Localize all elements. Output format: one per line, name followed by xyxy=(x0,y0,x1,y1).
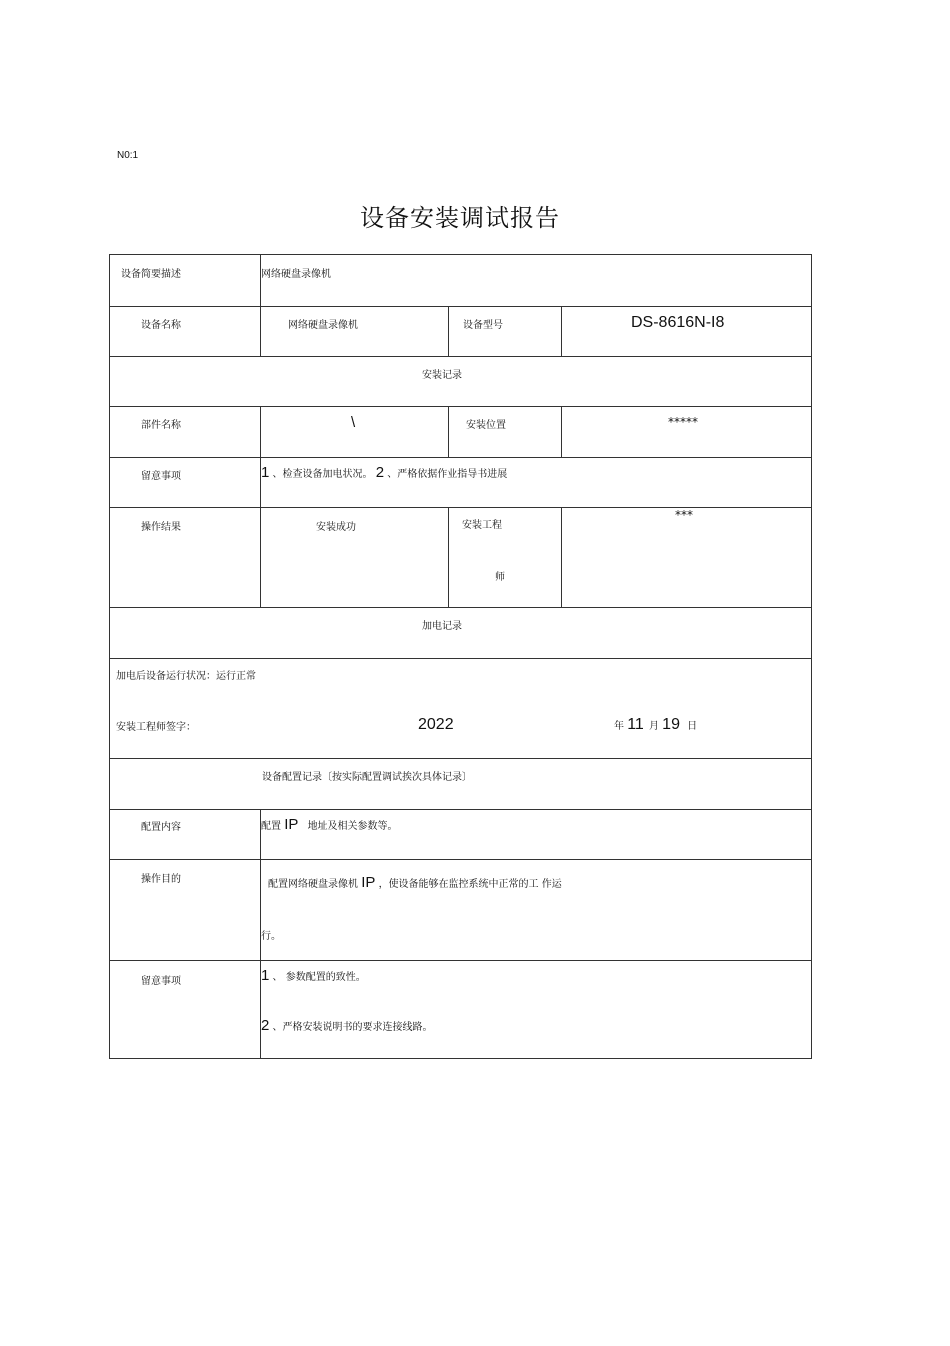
config-content-ip: IP xyxy=(284,816,299,833)
row-divider xyxy=(110,809,811,810)
config-content-value xyxy=(261,816,398,833)
notice-text xyxy=(261,464,507,481)
device-model-value: DS-8616N-I8 xyxy=(631,314,725,331)
device-name-label: 设备名称 xyxy=(141,320,181,331)
config-content-label: 配置内容 xyxy=(141,822,181,833)
purpose-ip: IP xyxy=(361,874,376,891)
notice-item-text: 、检查设备加电状况。 xyxy=(272,469,373,480)
row-divider xyxy=(110,306,811,307)
purpose-label: 操作目的 xyxy=(141,874,181,885)
desc-label: 设备简要描述 xyxy=(121,269,181,280)
purpose-post: ，使设备能够在监控系统中正常的工 作运 xyxy=(378,879,562,890)
engineer-label-cont: 师 xyxy=(495,572,505,583)
column-divider xyxy=(260,406,261,607)
signature-label: 安装工程师签字： xyxy=(116,722,196,733)
install-location-value: ***** xyxy=(668,415,698,429)
power-section-header: 加电记录 xyxy=(422,621,462,632)
month-unit: 月 xyxy=(648,721,659,732)
install-location-label: 安装位置 xyxy=(466,420,506,431)
device-name-value: 网络硬盘录像机 xyxy=(288,320,358,331)
row-divider xyxy=(110,758,811,759)
year-unit: 年 xyxy=(614,721,624,732)
part-name-value: \ xyxy=(351,414,356,431)
signature-day: 19 xyxy=(662,716,680,733)
row-divider xyxy=(110,406,811,407)
column-divider xyxy=(561,507,562,607)
result-value: 安装成功 xyxy=(316,522,356,533)
notice-item-2 xyxy=(261,1017,433,1034)
row-divider xyxy=(110,859,811,860)
day-unit: 日 xyxy=(687,721,698,732)
result-label: 操作结果 xyxy=(141,522,181,533)
purpose-line-1 xyxy=(268,874,562,891)
engineer-label: 安装工程 xyxy=(462,520,502,531)
row-divider xyxy=(110,507,811,508)
config-section-header: 设备配置记录〔按实际配置调试挨次具体记录〕 xyxy=(262,772,472,783)
notice-item-number: 1 xyxy=(261,967,270,984)
notice-item-text: 、 参数配置的致性。 xyxy=(272,972,366,983)
power-status: 加电后设备运行状况：运行正常 xyxy=(116,671,256,682)
column-divider xyxy=(448,406,449,457)
notice-item-text: 、严格依据作业指导书进展 xyxy=(387,469,508,480)
purpose-pre: 配置网络硬盘录像机 xyxy=(268,879,358,890)
purpose-line-2: 行。 xyxy=(261,931,281,942)
column-divider xyxy=(448,306,449,356)
part-name-label: 部件名称 xyxy=(141,420,181,431)
notice-item-number: 1 xyxy=(261,464,270,481)
row-divider xyxy=(110,356,811,357)
notice-item-1 xyxy=(261,967,366,984)
column-divider xyxy=(448,507,449,607)
row-divider xyxy=(110,960,811,961)
date-line xyxy=(614,716,697,734)
install-section-header: 安装记录 xyxy=(422,370,462,381)
document-number: N0:1 xyxy=(117,150,139,161)
desc-value: 网络硬盘录像机 xyxy=(261,269,331,280)
device-model-label: 设备型号 xyxy=(463,320,503,331)
notice-item-number: 2 xyxy=(375,464,385,481)
row-divider xyxy=(110,658,811,659)
notice-label: 留意事项 xyxy=(141,471,181,482)
page-title: 设备安装调试报告 xyxy=(360,204,560,232)
column-divider xyxy=(561,406,562,457)
signature-month: 11 xyxy=(627,716,644,733)
row-divider xyxy=(110,607,811,608)
notice-item-number: 2 xyxy=(261,1017,270,1034)
engineer-value: *** xyxy=(675,508,693,522)
notice-label: 留意事项 xyxy=(141,976,181,987)
notice-item-text: 、严格安装说明书的要求连接线路。 xyxy=(272,1022,433,1033)
config-content-pre: 配置 xyxy=(261,821,281,832)
config-content-post: 地址及相关参数等。 xyxy=(307,821,398,832)
column-divider xyxy=(561,306,562,356)
row-divider xyxy=(110,457,811,458)
signature-year: 2022 xyxy=(418,716,454,733)
